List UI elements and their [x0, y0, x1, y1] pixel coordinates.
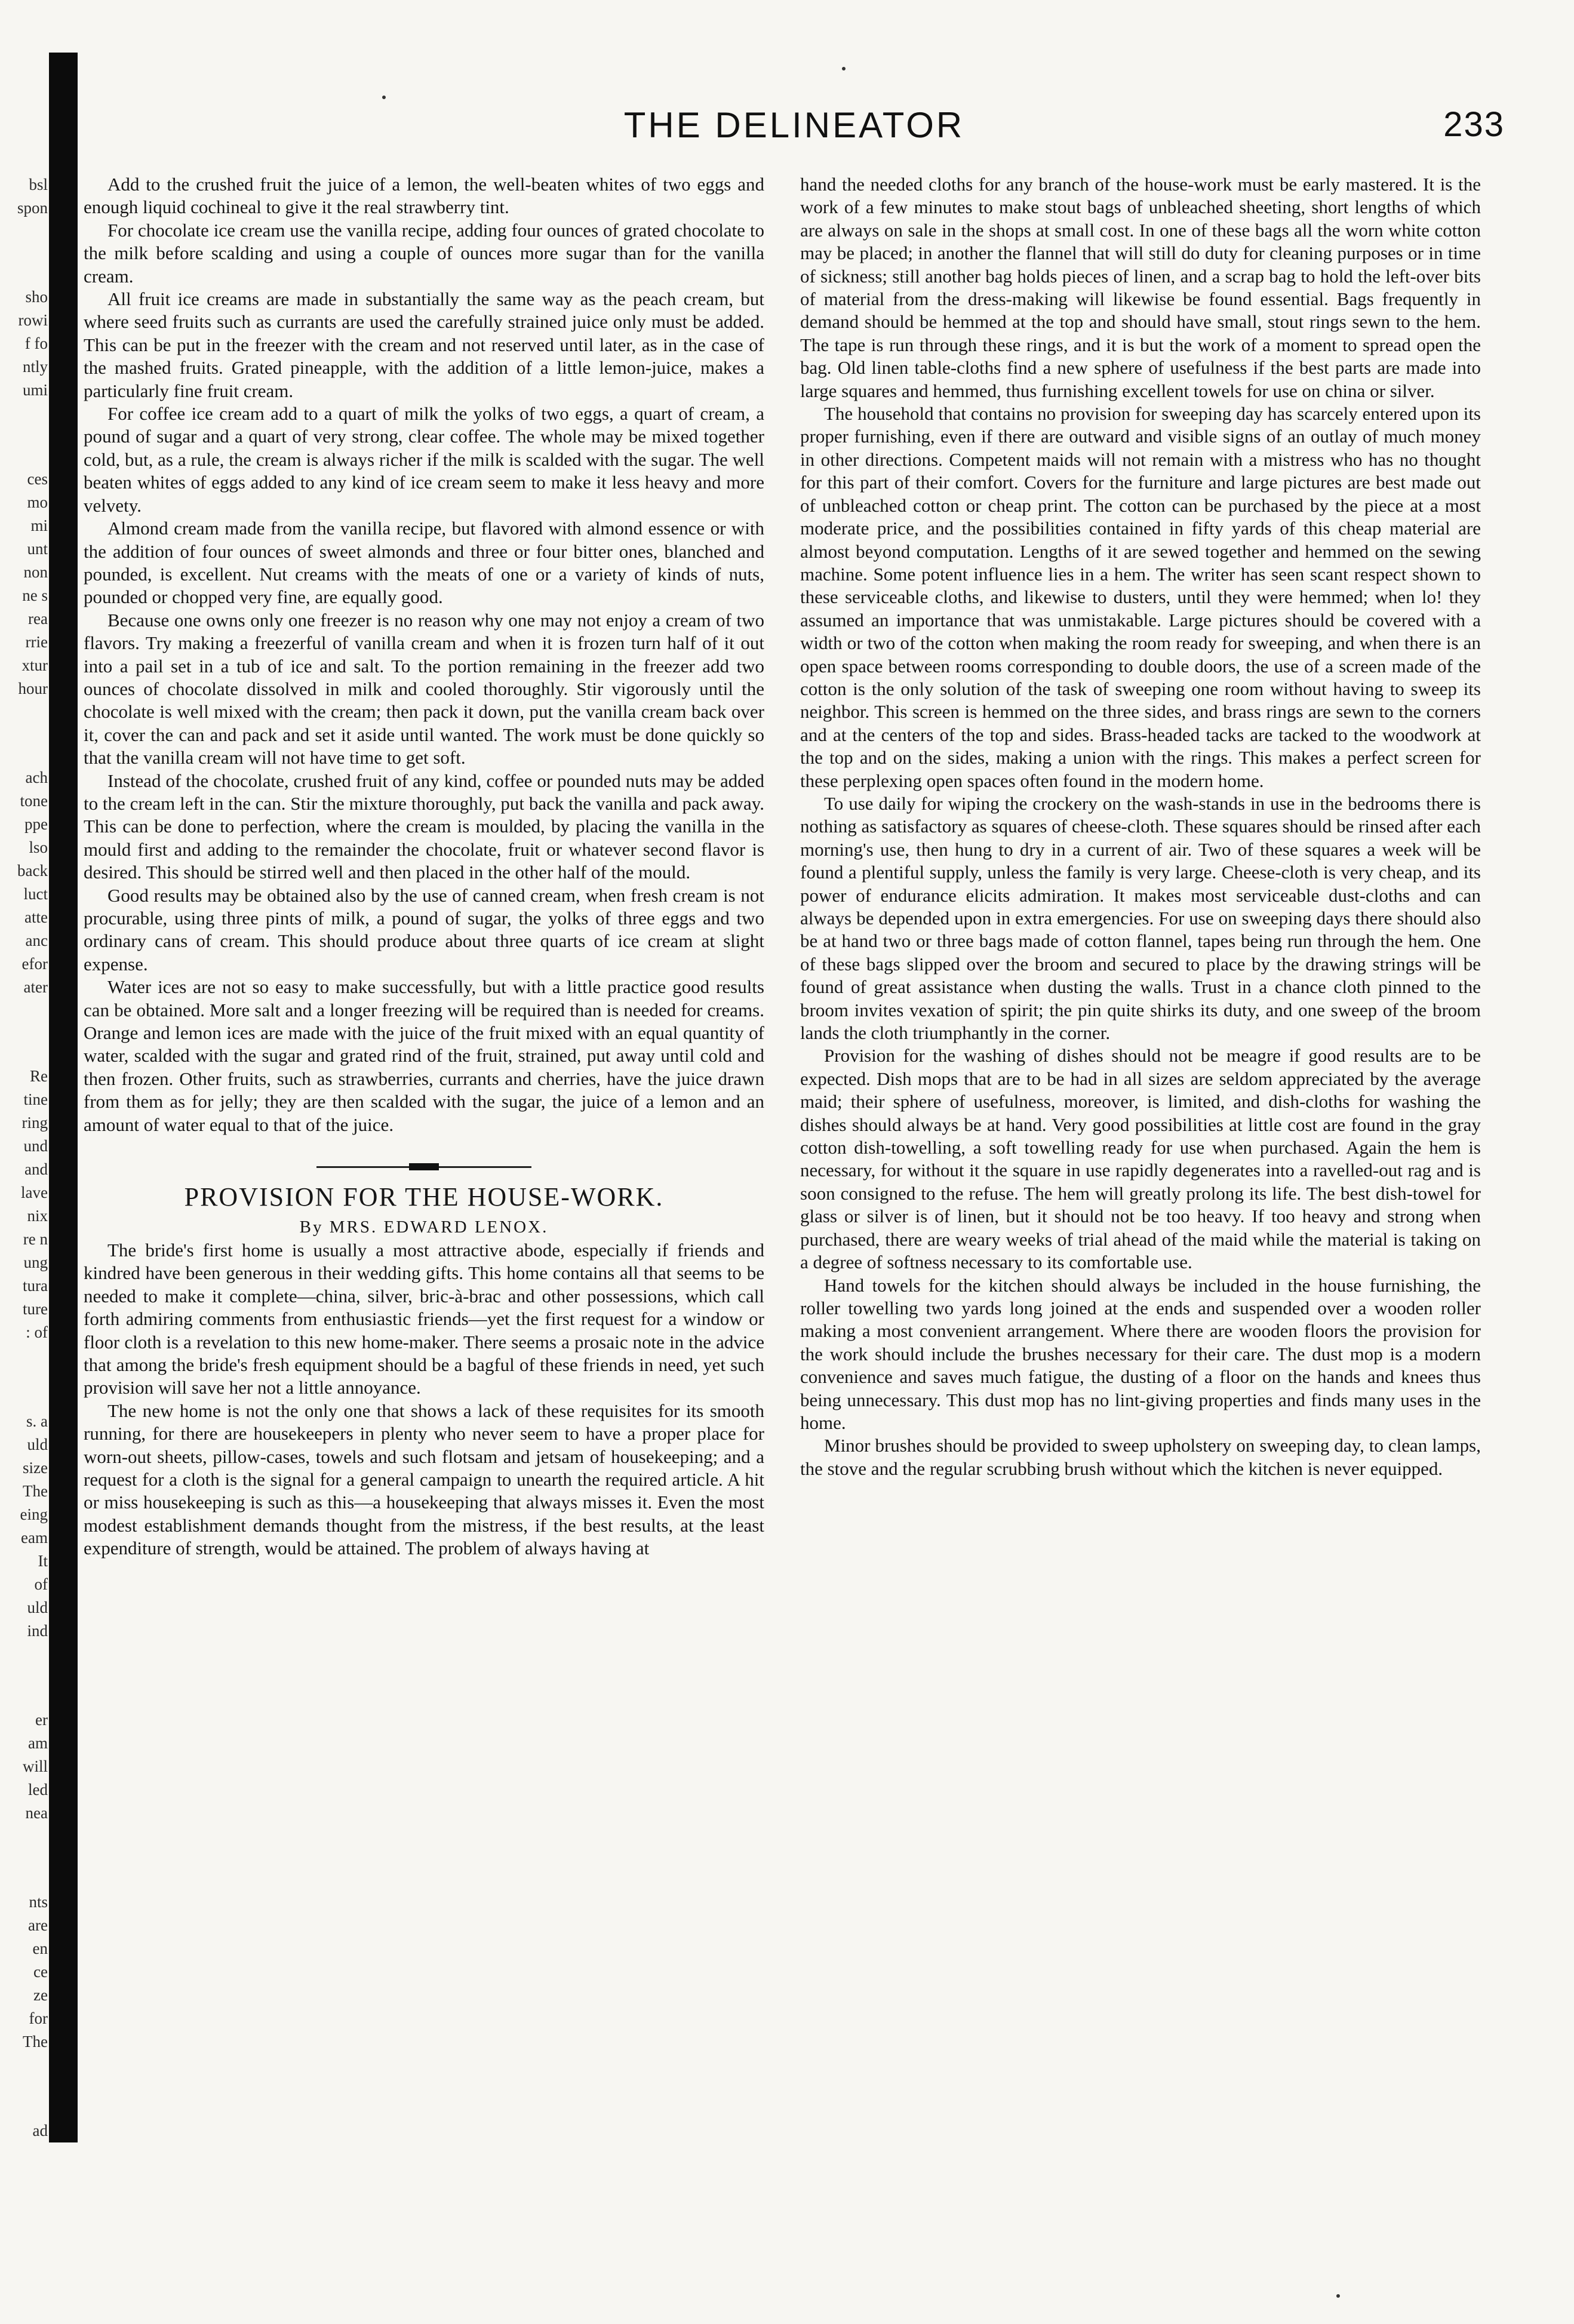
margin-fragment-group — [0, 1890, 49, 2054]
margin-fragment: non — [23, 563, 48, 581]
margin-fragment: back — [17, 862, 48, 880]
margin-fragment-group — [0, 173, 49, 220]
paragraph: All fruit ice creams are made in substantially the same way as the peach cream, but where seed fruits such as currants are used the carefully strained juice only must be added. This can be put in the freezer with the cream and not reserved until later, as in the case of the mashed fruits. Grated pineapple, with the addition of a little lemon-juice, makes a particularly fine fruit cream. — [84, 288, 764, 401]
paragraph: Almond cream made from the vanilla recipe, but flavored with almond essence or with the addition of four ounces of sweet almonds and three or four bitter ones, blanched and pounded, is excellent. Nut creams with the meats of one or a variety of kinds of nuts, pounded or chopped very fine, are equally good. — [84, 518, 764, 608]
margin-fragment: ater — [23, 978, 48, 996]
house-work-article-start — [84, 1239, 764, 1560]
margin-fragment: tura — [23, 1277, 48, 1295]
margin-fragment: uld — [27, 1598, 48, 1616]
margin-fragment: efor — [21, 955, 48, 973]
paragraph: The bride's first home is usually a most attractive abode, especially if friends and kindred have been generous in their wedding gifts. This home contains all that seems to be needed to make it complete—china, silver, bric-à-brac and other possessions, which call forth admiring comments from enthusiastic friends—yet the first request for a window or floor cloth is a revelation to this new home-maker. There seems a prosaic note in the advice that among the bride's fresh equipment should be a bagful of these friends in need, yet such provision will save her not a little annoyance. — [84, 1239, 764, 1398]
article-title: PROVISION FOR THE HOUSE-WORK. — [184, 1182, 664, 1212]
margin-fragment-group — [0, 1065, 49, 1344]
margin-fragment: are — [28, 1916, 48, 1934]
margin-fragment: mi — [30, 517, 48, 534]
margin-fragment: unt — [27, 540, 48, 558]
margin-fragment: bsl — [29, 176, 48, 193]
margin-fragment-group — [0, 1410, 49, 1643]
margin-fragment: f fo — [24, 334, 48, 352]
margin-fragment: ntly — [22, 358, 48, 376]
margin-fragment: ring — [21, 1114, 48, 1132]
margin-fragment: nix — [27, 1207, 48, 1225]
margin-fragment: mo — [27, 493, 48, 511]
margin-fragment-group — [0, 468, 49, 700]
margin-fragment: ces — [27, 470, 48, 488]
margin-fragment: und — [23, 1137, 48, 1155]
margin-fragment: eing — [20, 1505, 48, 1523]
margin-fragment: nea — [25, 1804, 48, 1822]
margin-fragment: en — [32, 1939, 48, 1957]
print-speck — [842, 67, 846, 70]
margin-fragment: s. a — [26, 1412, 48, 1430]
margin-fragment: er — [35, 1711, 48, 1729]
margin-fragment: Re — [30, 1067, 48, 1085]
margin-fragment: ad — [32, 2122, 48, 2139]
margin-fragment-group — [0, 766, 49, 999]
margin-fragment: hour — [18, 680, 48, 697]
paragraph: Minor brushes should be provided to sweep upholstery on sweeping day, to clean lamps, the stove and the regular scrubbing brush without which the kitchen is never equipped. — [800, 1435, 1481, 1479]
margin-fragment: tine — [23, 1090, 48, 1108]
margin-fragment: The — [23, 1482, 48, 1500]
binding-shadow — [49, 53, 78, 2142]
margin-fragment: ture — [23, 1300, 48, 1318]
margin-fragment-group — [0, 2119, 49, 2142]
paragraph: Instead of the chocolate, crushed fruit of any kind, coffee or pounded nuts may be added to the cream left in the can. Stir the mixture thoroughly, put back the vanilla and pack away. This can be done to perfection, where the cream is moulded, by placing the vanilla in the mould first and adding to the remainder the chocolate, fruit or whatever second flavor is desired. This should be stirred well and then placed in the other half of the mould. — [84, 770, 764, 883]
margin-fragment-group — [0, 285, 49, 402]
margin-fragment-group — [0, 1708, 49, 1825]
paragraph: Water ices are not so easy to make successfully, but with a little practice good results can be obtained. More salt and a longer freezing will be required than is needed for creams. Orange and lemon ices are made with the juice of the fruit mixed with an equal quantity of water, scalded with the sugar and grated rind of the fruit, strained, put away until cold and then frozen. Other fruits, such as strawberries, currants and cherries, have the juice drawn from them as for jelly; they are then scalded with the sugar, the juice of a lemon and an amount of water equal to that of the juice. — [84, 976, 764, 1135]
margin-fragment: ze — [33, 1986, 48, 2004]
margin-fragment: atte — [24, 908, 48, 926]
margin-fragment: ppe — [24, 815, 48, 833]
margin-fragment: will — [22, 1757, 48, 1775]
margin-fragment: for — [29, 2009, 48, 2027]
margin-fragment: lso — [29, 838, 48, 856]
print-speck — [1336, 2294, 1340, 2298]
paragraph: hand the needed cloths for any branch of the house-work must be early mastered. It is the work of a few minutes to make stout bags of unbleached sheeting, short lengths of which are always on sale in the shops at small cost. In one of these bags all the worn white cotton may be placed; in another the flannel that will still do duty for cleaning purposes or in time of sickness; still another bag holds pieces of linen, and a scrap bag to hold the left-over bits of material from the dress-making will likewise be found essential. Bags frequently in demand should be hemmed at the top and should have small, stout rings sewn to the hem. The tape is run through these rings, and it is but the work of a moment to spread open the bag. Old linen table-cloths find a new sphere of usefulness if the best parts are made into large squares and hemmed, thus furnishing excellent towels for use on china or silver. — [800, 174, 1481, 401]
paragraph: For chocolate ice cream use the vanilla recipe, adding four ounces of grated chocolate to the milk before scalding and using a couple of ounces more sugar than for the vanilla cream. — [84, 219, 764, 287]
margin-fragment: ne s — [22, 586, 48, 604]
margin-fragment: rea — [28, 610, 48, 628]
paragraph: To use daily for wiping the crockery on the wash-stands in use in the bedrooms there is nothing as satisfactory as squares of cheese-cloth. These squares should be rinsed after each morning's use, then hung to dry in a current of air. Two of these squares a week will be found a plentiful supply, unless the family is very large. Cheese-cloth is very cheap, and its power of endurance elicits admiration. It makes most serviceable dust-cloths and can always be depended upon in extra emergencies. For use on sweeping days there should also be at hand two or three bags made of cotton flannel, tapes being run through the hem. One of these bags slipped over the broom and secured to place by the drawing strings will be found of great assistance when dusting the walls. Trust in a chance cloth pinned to the broom invites vexation of spirit; the pin quite shirks its duty, and one sweep of the broom lands the cloth triumphantly in the corner. — [800, 792, 1481, 1044]
page-header — [84, 104, 1505, 152]
paragraph: Add to the crushed fruit the juice of a lemon, the well-beaten whites of two eggs and enough liquid cochineal to give it the real strawberry tint. — [84, 174, 764, 218]
margin-fragment: anc — [25, 932, 48, 949]
margin-fragment: xtur — [21, 656, 48, 674]
margin-fragment: The — [23, 2033, 48, 2051]
margin-fragment: and — [24, 1160, 48, 1178]
paragraph: Good results may be obtained also by the use of canned cream, when fresh cream is not procurable, using three pints of milk, a pound of sugar, the yolks of three eggs and two ordinary cans of cream. This should produce about three quarts of ice cream at slight expense. — [84, 884, 764, 975]
margin-fragment: luct — [23, 885, 48, 903]
margin-fragment: ind — [27, 1622, 48, 1640]
running-title: THE DELINEATOR — [623, 105, 965, 145]
ice-cream-article-continued — [84, 173, 764, 1136]
paragraph: Hand towels for the kitchen should always be included in the house furnishing, the roller towelling two yards long joined at the ends and suspended over a wooden roller making a most convenient arrangement. Where there are wooden floors the provision for the work should include the brushes necessary for their care. The dust mop is a modern convenience and saves much fatigue, the dusting of a floor on the hands and knees thus being unnecessary. This dust mop has no lint-giving properties and finds many uses in the home. — [800, 1274, 1481, 1433]
paragraph: Because one owns only one freezer is no reason why one may not enjoy a cream of two flavors. Try making a freezerful of vanilla cream and when it is frozen turn half of it out into a pail set in a tub of ice and salt. To the portion remaining in the freezer add two ounces of chocolate dissolved in milk and cooled thoroughly. Stir vigorously until the chocolate is well mixed with the cream; then pack it down, put the vanilla cream back over it, cover the can and pack and set it aside until wanted. The work must be done quickly so that the vanilla cream will not have time to get soft. — [84, 609, 764, 768]
margin-fragment: umi — [22, 381, 48, 399]
margin-fragment: rowi — [18, 311, 48, 329]
margin-fragment: spon — [17, 199, 48, 217]
margin-fragment: led — [28, 1781, 48, 1799]
left-column — [84, 173, 764, 1560]
article-byline: By MRS. EDWARD LENOX. — [299, 1218, 549, 1237]
adjacent-page-margin — [0, 173, 49, 2208]
margin-fragment: ung — [23, 1253, 48, 1271]
page-number: 233 — [1443, 105, 1505, 144]
margin-fragment: ce — [33, 1963, 48, 1981]
margin-fragment: re n — [23, 1230, 48, 1248]
right-column — [800, 173, 1481, 1480]
print-speck — [382, 96, 386, 99]
margin-fragment: am — [28, 1734, 48, 1752]
margin-fragment: It — [38, 1552, 48, 1570]
margin-fragment: : of — [26, 1323, 48, 1341]
article-separator — [316, 1166, 531, 1168]
margin-fragment: rrie — [25, 633, 48, 651]
margin-fragment: uld — [27, 1435, 48, 1453]
margin-fragment: eam — [21, 1529, 48, 1547]
margin-fragment: tone — [20, 792, 48, 810]
margin-fragment: ach — [25, 768, 48, 786]
margin-fragment: sho — [25, 288, 48, 306]
paragraph: The household that contains no provision for sweeping day has scarcely entered upon its proper furnishing, even if there are outward and visible signs of an outlay of much money in other directions. Competent maids will not remain with a mistress who has no thought for this part of their comfort. Covers for the furniture and large pictures are best made out of unbleached cotton or cheap print. The cotton can be purchased by the piece at a most moderate price, and the possibilities contained in fifty yards of this cheap material are almost beyond computation. Lengths of it are sewed together and hemmed on the sewing machine. Some potent influence lies in a hem. The writer has seen scant respect shown to these serviceable cloths, and likewise to dusters, until they were hemmed; when lo! they assumed an importance that was unmistakable. Large pictures should be covered with a width or two of the cotton when making the room ready for sweeping, and when there is an open space between rooms corresponding to double doors, the use of a screen made of the cotton is the only solution of the task of sweeping one room without having to sweep its neighbor. This screen is hemmed on the three sides, and brass rings are sewn to the corners and at the centers of the top and sides. Brass-headed tacks are tacked to the woodwork at the top and on the sides, making a union with the rings. This makes a perfect screen for these perplexing open spaces often found in the modern home. — [800, 403, 1481, 791]
margin-fragment: nts — [29, 1893, 48, 1911]
paragraph: For coffee ice cream add to a quart of milk the yolks of two eggs, a quart of cream, a pound of sugar and a quart of very strong, clear coffee. The whole may be mixed together cold, but, as a rule, the cream is always richer if the milk is scalded with the sugar. The well beaten whites of eggs added to any kind of ice cream seem to make it less heavy and more velvety. — [84, 403, 764, 516]
margin-fragment: of — [34, 1575, 48, 1593]
margin-fragment: size — [23, 1459, 48, 1477]
paragraph: Provision for the washing of dishes should not be meagre if good results are to be expected. Dish mops that are to be had in all sizes are seldom appreciated by the average maid; their sphere of usefulness, moreover, is limited, and dish-cloths for washing the dishes should always be at hand. Very good possibilities at little cost are found in the gray cotton dish-towelling, a soft towelling ready for use when purchased. Again the hem is necessary, for without it the square in use rapidly degenerates into a ravelled-out rag and is soon consigned to the refuse. The hem will greatly prolong its life. The best dish-towel for glass or silver is of linen, but it should not be too heavy. If too heavy and strong when purchased, there are weary weeks of trial ahead of the maid while the material is taking on a degree of softness necessary to its comfortable use. — [800, 1045, 1481, 1273]
paragraph: The new home is not the only one that shows a lack of these requisites for its smooth running, for there are housekeepers in plenty who never seem to have a proper place for worn-out sheets, pillow-cases, towels and such flotsam and jetsam of housekeeping; and a request for a cloth is the signal for a general campaign to unearth the required article. A hit or miss housekeeping is such as this—a housekeeping that always misses it. Even the most modest establishment demands thought from the mistress, if the best results, at the least expenditure of strength, would be attained. The problem of always having at — [84, 1400, 764, 1559]
margin-fragment: lave — [21, 1183, 48, 1201]
